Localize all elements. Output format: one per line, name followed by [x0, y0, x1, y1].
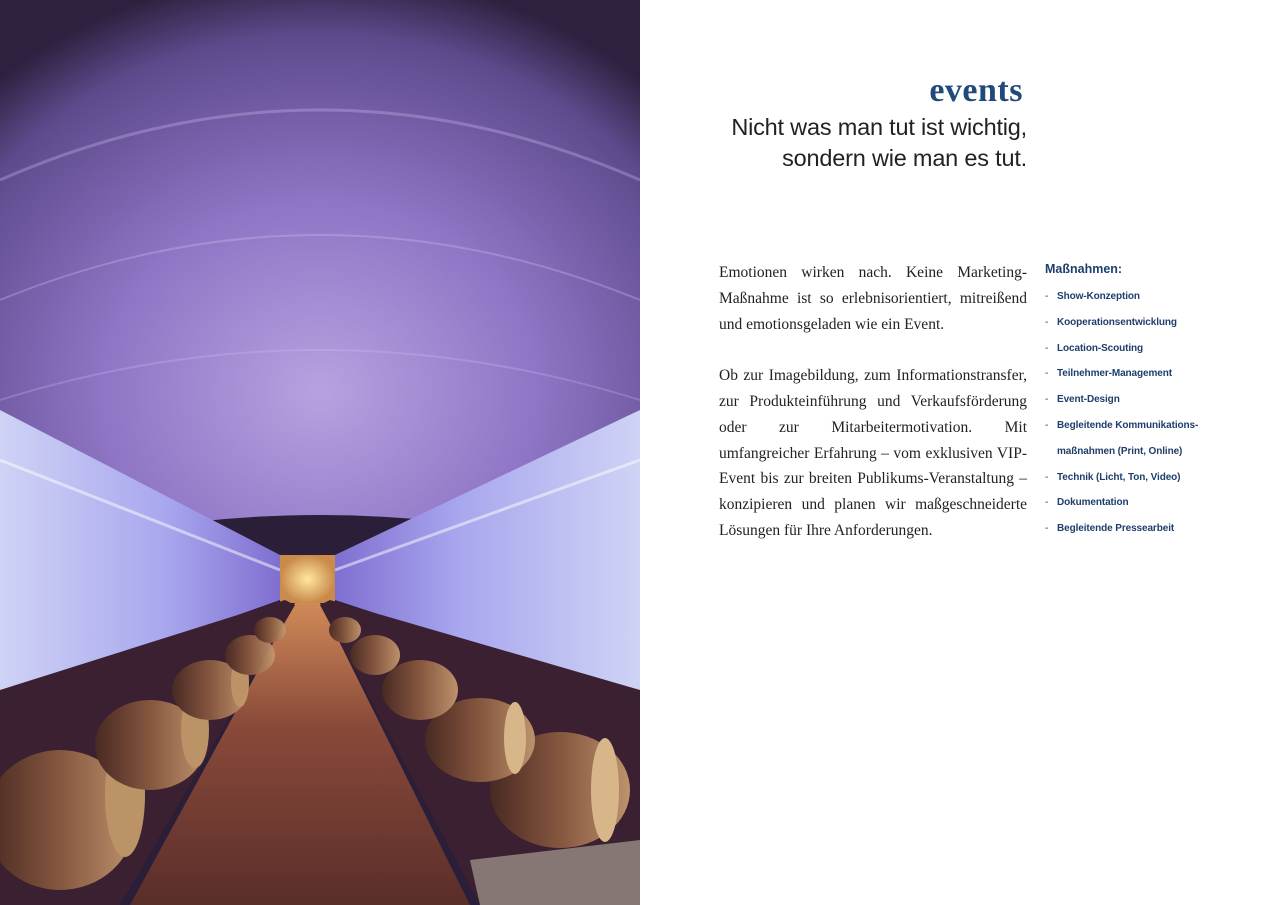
measures-title: Maßnahmen:: [1045, 262, 1123, 276]
list-item: - Begleitende Kommunikations-: [1045, 419, 1199, 431]
subtitle-line: Nicht was man tut ist wichtig,: [731, 114, 1027, 140]
page-title: events: [929, 72, 1023, 109]
list-item: - Kooperationsentwicklung: [1045, 316, 1177, 328]
list-item-continuation: maßnahmen (Print, Online): [1057, 445, 1183, 457]
list-item: - Teilnehmer-Management: [1045, 368, 1172, 380]
subtitle-line: sondern wie man es tut.: [782, 145, 1027, 171]
text-page: [640, 0, 1280, 905]
list-item: - Begleitende Pressearbeit: [1045, 523, 1175, 535]
body-paragraph: Ob zur Imagebildung, zum Informationstransfer, zur Produkteinführung und Verkaufsförderung oder zur Mitarbeitermotivation. Mit umfangreicher Erfahrung – vom exklusiven VIP-Event bis zur breiten Publikums-Veranstaltung – konzipieren und planen wir maßgeschneiderte Lösungen für Ihre Anforderungen.: [719, 367, 1027, 539]
list-item: - Dokumentation: [1045, 497, 1129, 509]
page-subtitle: [731, 112, 1027, 174]
list-item: - Technik (Licht, Ton, Video): [1045, 471, 1181, 483]
list-item: - Show-Konzeption: [1045, 291, 1140, 302]
list-item: - Location-Scouting: [1045, 342, 1144, 354]
body-paragraph: Emotionen wirken nach. Keine Marketing-Maßnahme ist so erlebnisorientiert, mitreißend und emotionsgeladen wie ein Event.: [719, 264, 1027, 333]
list-item: - Event-Design: [1045, 394, 1120, 406]
body-text: [719, 260, 1027, 544]
measures-list: [1045, 262, 1245, 542]
measures-items: [1045, 284, 1245, 542]
